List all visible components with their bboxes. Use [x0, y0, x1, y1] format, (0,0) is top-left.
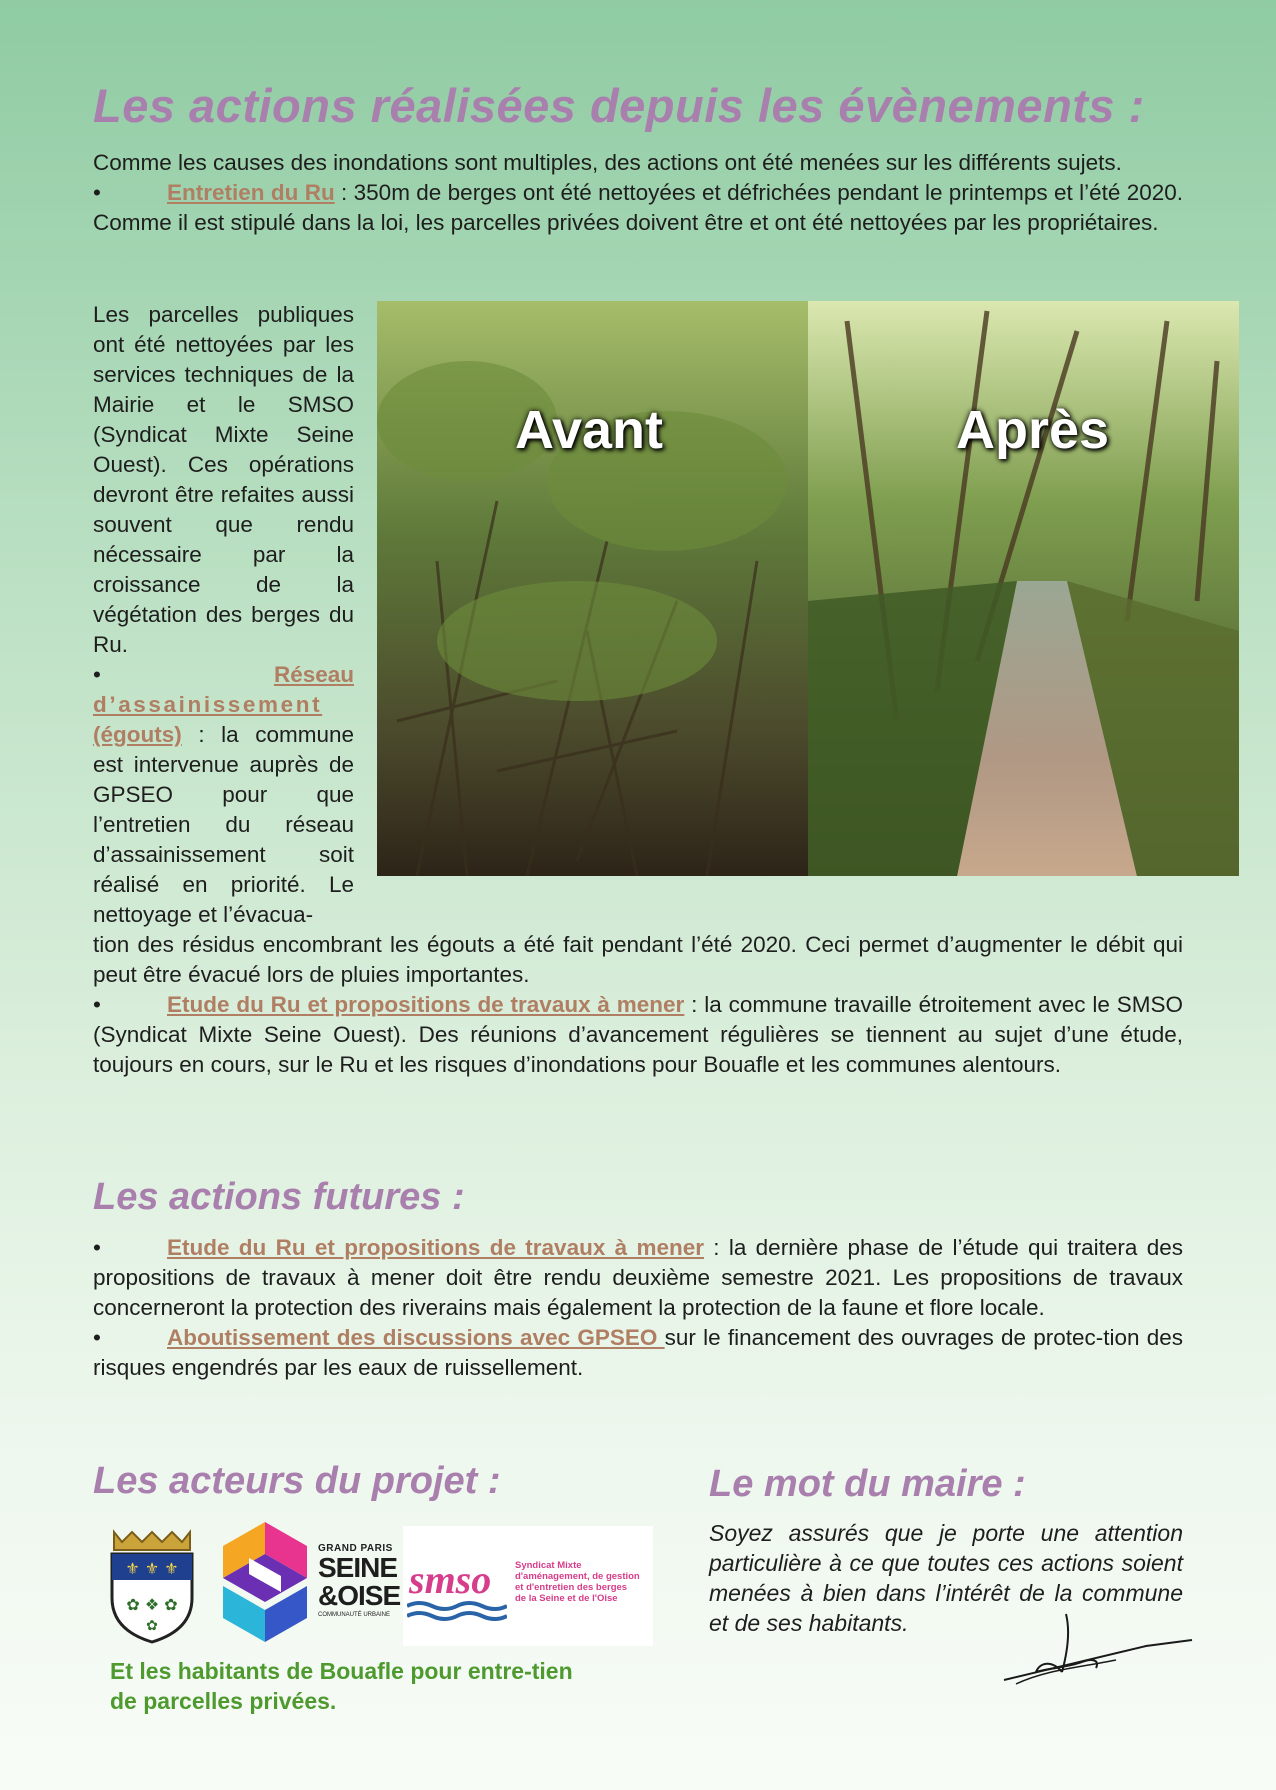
link-assainissement[interactable]: d’assainissement [93, 692, 323, 717]
link-etude-du-ru[interactable]: Etude du Ru et propositions de travaux à mener [167, 992, 685, 1017]
section-heading-actions: Les actions réalisées depuis les évènements : [93, 79, 1145, 132]
column-text [93, 300, 354, 930]
reseau-line-1 [93, 660, 354, 690]
smso-desc-2: d'aménagement, de gestion [515, 1571, 640, 1582]
bullet-icon: • [93, 1235, 101, 1260]
photo-illustration [377, 301, 1239, 876]
gpseo-line-4: COMMUNAUTÉ URBAINE [318, 1612, 391, 1618]
gpseo-line-1: GRAND PARIS [318, 1543, 393, 1554]
gpseo-line-2: SEINE [318, 1552, 398, 1583]
svg-text:✿ ❖ ✿: ✿ ❖ ✿ [126, 1595, 178, 1614]
smso-wordmark: smso [409, 1557, 492, 1602]
bullet-icon: • [93, 662, 101, 687]
section-heading-acteurs: Les acteurs du projet : [93, 1460, 501, 1502]
smso-waves-icon [407, 1600, 507, 1626]
entretien-text: : 350m de berges ont été nettoyées et défrichées pendant le printemps et l’été 2020. Comme il est stipulé dans la loi, les parcelles privées doivent être et ont été nettoyées par les propriétaires. [93, 180, 1183, 235]
reseau-continuation: tion des résidus encombrant les égouts a été fait pendant l’été 2020. Ceci permet d’augmenter le débit qui peut être évacué lors de pluies importantes. [93, 932, 1183, 987]
intro-paragraph [93, 148, 1183, 238]
photo-label-before: Avant [515, 400, 664, 460]
bullet-icon: • [93, 180, 101, 205]
futures-paragraph [93, 1233, 1183, 1383]
mayor-text: Soyez assurés que je porte une attention particulière à ce que toutes ces actions soient menées à bien dans l’intérêt de la commune et de ses habitants. [709, 1520, 1183, 1636]
intro-text: Comme les causes des inondations sont multiples, des actions ont été menées sur les différents sujets. [93, 150, 1122, 175]
before-after-photo [377, 301, 1239, 876]
entretien-column-text: Les parcelles publiques ont été nettoyées par les services techniques de la Mairie et le SMSO (Syndicat Mixte Seine Ouest). Ces opérations devront être refaites aussi souvent que rendu nécessaire par la croissance de la végétation des berges du Ru. [93, 302, 354, 657]
smso-desc-3: et d'entretien des berges [515, 1582, 628, 1593]
section-heading-futures: Les actions futures : [93, 1176, 465, 1218]
svg-text:✿: ✿ [146, 1618, 158, 1634]
bullet-icon: • [93, 1325, 101, 1350]
link-future-gpseo[interactable]: Aboutissement des discussions avec GPSEO [167, 1325, 665, 1350]
link-future-etude[interactable]: Etude du Ru et propositions de travaux à mener [167, 1235, 704, 1260]
gpseo-s-icon [219, 1518, 311, 1646]
section-heading-maire: Le mot du maire : [709, 1463, 1026, 1505]
link-reseau[interactable]: Réseau [273, 662, 354, 687]
reseau-column-text: : la commune est intervenue auprès de GPSEO pour que l’entretien du réseau d’assainissement soit réalisé en priorité. Le nettoyage et l’évacua- [93, 722, 354, 927]
gpseo-wordmark [318, 1543, 401, 1644]
svg-text:⚜ ⚜ ⚜: ⚜ ⚜ ⚜ [125, 1559, 179, 1578]
future-gpseo-text: sur le financement des ouvrages de protec-tion des risques engendrés par les eaux de ruissellement. [93, 1325, 1184, 1380]
photo-label-after: Après [956, 400, 1110, 460]
habitants-text: Et les habitants de Bouafle pour entre-tien de parcelles privées. [110, 1658, 573, 1714]
etude-text: : la commune travaille étroitement avec le SMSO (Syndicat Mixte Seine Ouest). Des réunions d’avancement régulières se tiennent au sujet d’une étude, toujours en cours, sur le Ru et les risques d’inondations pour Bouafle et les communes alentours. [93, 992, 1183, 1077]
gpseo-s-logo [219, 1518, 311, 1646]
mayor-signature [996, 1610, 1196, 1690]
coat-of-arms-icon [104, 1528, 200, 1644]
smso-description [515, 1560, 651, 1604]
link-entretien-du-ru[interactable]: Entretien du Ru [167, 180, 335, 205]
link-egouts[interactable]: (égouts) [93, 722, 182, 747]
smso-desc-4: de la Seine et de l'Oise [515, 1593, 618, 1604]
gpseo-line-3: &OISE [318, 1580, 401, 1611]
smso-desc-1: Syndicat Mixte [515, 1560, 582, 1571]
bouafle-coat-of-arms-logo [104, 1528, 200, 1644]
continuation-paragraph [93, 930, 1183, 1080]
smso-logo [403, 1526, 653, 1646]
bullet-icon: • [93, 992, 101, 1017]
future-etude-text: : la dernière phase de l’étude qui traitera des propositions de travaux à mener doit être rendu deuxième semestre 2021. Les propositions de travaux concerneront la protection des riverains mais également la protection de la faune et flore locale. [93, 1235, 1183, 1320]
